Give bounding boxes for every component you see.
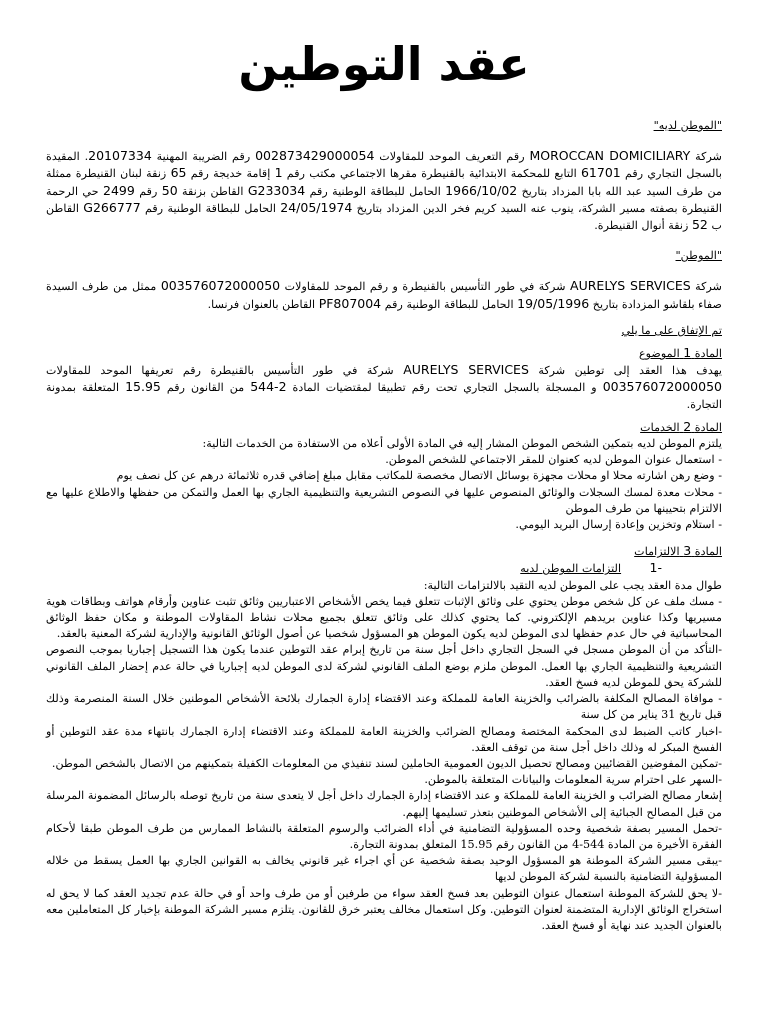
manager-birthdate: 1966/10/02 (445, 182, 518, 198)
domiciliary-company-name: MOROCCAN DOMICILIARY (529, 148, 691, 164)
deputy-id-number: G266777 (83, 199, 141, 215)
domiciled-heading: "الموطن" (675, 249, 722, 263)
article-3-intro: طوال مدة العقد يجب على الموطن لديه التقيد بالالتزامات التالية: (423, 578, 722, 592)
article-1-title: المادة 1 الموضوع (638, 345, 722, 361)
list-item: -اخبار كاتب الضبط لدى المحكمة المختصة ومصالح الضرائب والخزينة العامة للمملكة وعند الاقتضاء إدارة الجمارك بانتهاء مدة عقد التوطين أو الفسخ المبكر له وذلك داخل أجل سنة من توقف العقد. (46, 724, 722, 754)
article-2-intro: يلتزم الموطن لديه بتمكين الشخص الموطن المشار إليه في المادة الأولى أعلاه من الاستفادة من الخدمات التالية: (202, 437, 722, 451)
list-item: -التأكد من أن الموطن مسجل في السجل التجاري داخل أجل سنة من تاريخ إبرام عقد التوطين عندما يكون هذا التسجيل إجباريا بموجب النصوص التشريعية والتنظيمية الجاري بها العمل. الموطن ملزم بوضع الملف القانوني لشركة لدى الموطن لديه إجباريا في حالة عدم إحضار الملف القانوني للشركة يحق للموطن لديه فسخ العقد. (46, 643, 722, 689)
list-item: -تمكين المفوضين القضائيين ومصالح تحصيل الديون العمومية الحاملين لسند تنفيذي من المعلومات الكفيلة بتمكينهم من الاتصال بالشخص الموطن. (51, 756, 722, 770)
list-item: - محلات معدة لمسك السجلات والوثائق المنصوص عليها في النصوص التشريعية والتنظيمية الجاري بها العمل والتمكن من حفظها والاطلاع عليها مع الالتزام بتحيينها من طرف الموطن (46, 485, 722, 515)
domiciled-ice: 003576072000050 (160, 278, 281, 294)
list-item: -لا يحق للشركة الموطنة استعمال عنوان التوطين بعد فسخ العقد سواء من طرفين أو من طرف واحد أو في حالة عدم تجديد العقد كما لا يحق له استخراج الوثائق الإدارية المتضمنة لعنوان التوطين. وكل استعمال مخالف يعتبر خرق للقانون. يتلزم مسير الشركة الموطنة بإخبار كل المتعاملين معه بالعنوان الجديد عند نهاية أو فسخ العقد. (46, 886, 722, 932)
domiciliary-tp: 20107334 (88, 148, 152, 164)
domiciliary-heading: "الموطن لديه" (653, 119, 722, 132)
domiciled-paragraph: شركة AURELYS SERVICES شركة في طور التأسيس بالقنيطرة و رقم الموحد للمقاولات 003576072000050 ممثل من طرف السيدة صفاء بلقاشو المزدادة بتاريخ 19/05/1996 الحامل للبطاقة الوطنية رقم PF807004 القاطن بالعنوان فرنسا. (46, 278, 722, 311)
article-3-subheading: -1 التزامات الموطن لديه (520, 560, 662, 576)
representative-passport: PF807004 (318, 295, 382, 311)
obligations-list (46, 594, 722, 934)
deputy-birthdate: 24/05/1974 (280, 199, 353, 215)
list-item: - استلام وتخزين وإعادة إرسال البريد اليومي. (515, 518, 722, 532)
article-3-title: المادة 3 الالتزامات (634, 543, 722, 559)
list-item: - موافاة المصالح المكلفة بالضرائب والخزينة العامة للمملكة وعند الاقتضاء إدارة الجمارك بلائحة الأشخاص الموطنين خلال السنة المنصرمة وذلك قبل تاريخ 31 يناير من كل سنة (46, 692, 722, 722)
domiciled-company-name: AURELYS SERVICES (570, 278, 691, 294)
list-item: - وضع رهن اشارته محلا او محلات مجهزة بوسائل الاتصال مخصصة للمكاتب مقابل مبلغ إضافي قدره ثلاثمائة درهم عن كل نصف يوم (116, 469, 722, 483)
manager-id-number: G233034 (247, 182, 306, 198)
list-item: -يبقى مسير الشركة الموطنة هو المسؤول الوحيد بصفة شخصية عن أي اجراء غير قانوني يخالف به القوانين الجاري بها العمل يسقط من خلاله المسؤولية التضامنية بالنسبة لشركة الموطن لديها (46, 854, 722, 884)
list-item: -تحمل المسير بصفة شخصية وحده المسؤولية التضامنية في أداء الضرائب والرسوم المتعلقة بالنشاط الممارس من طرف الموطن طبقا لأحكام الفقرة الأخيرة من المادة 544-4 من القانون رقم 15.95 المتعلق بمدونة التجارة. (46, 821, 722, 851)
article-1-text: يهدف هذا العقد إلى توطين شركة AURELYS SERVICES شركة في طور التأسيس بالقنيطرة رقم تعريفها الموحد للمقاولات 003576072000050 و المسجلة بالسجل التجاري تحت رقم تطبيقا لمقتضيات المادة 2-544 من القانون رقم 15.95 المتعلقة بمدونة التجارة. (46, 362, 723, 411)
agreement-heading: تم الإتفاق على ما يلي (621, 323, 722, 337)
list-item: إشعار مصالح الضرائب و الخزينة العامة للمملكة و عند الاقتضاء إدارة الجمارك داخل أجل لا يتعدى سنة من تاريخ توصله بالرسائل المضمونة المرسلة من قبل المصالح الجبائية إلى الأشخاص الموطنين بتعذر تسليمها إليهم. (46, 789, 722, 819)
services-list (46, 452, 722, 533)
domiciliary-paragraph: شركة MOROCCAN DOMICILIARY رقم التعريف الموحد للمقاولات 002873429000054 رقم الضريبة المهنية 20107334. المقيدة بالسجل التجاري رقم 61701 التابع للمحكمة الابتدائية بالقنيطرة مقرها الاجتماعي مكتب رقم 1 إقامة خديجة رقم 65 زنقة لبنان القنيطرة ممثلة من طرف السيد عبد الله بابا المزداد بتاريخ 1966/10/02 الحامل للبطاقة الوطنية رقم G233034 القاطن بزنقة 50 رقم 2499 حي الرحمة القنيطرة بصفته مسير الشركة، ينوب عنه السيد كريم فخر الدين المزداد بتاريخ 24/05/1974 الحامل للبطاقة الوطنية رقم G266777 القاطن ب 52 زنقة أنوال القنيطرة. (46, 148, 723, 233)
domiciliary-rc: 61701 (580, 165, 621, 181)
article-2-title: المادة 2 الخدمات (640, 418, 722, 434)
list-item: - استعمال عنوان الموطن لديه كعنوان للمقر الاجتماعي للشخص الموطن. (385, 453, 722, 467)
representative-birthdate: 19/05/1996 (517, 295, 590, 311)
domiciliary-ice: 002873429000054 (255, 148, 375, 164)
list-item: -السهر على احترام سرية المعلومات والبيانات المتعلقة بالموطن. (424, 773, 722, 787)
document-title: عقد التوطين (238, 37, 530, 91)
list-item: - مسك ملف عن كل شخص موطن يحتوي على وثائق الإثبات تتعلق فيما يخص الأشخاص الاعتباريين وثائق تثبت عناوين وأرقام هواتف وبطاقات هوية مسيريها وكذا عناوين بريدهم الإلكتروني. كما يحتوي كذلك على وثائق تتعلق بجميع محلات نشاط المقاولات الموطنة و مكان حفظ الوثائق المحاسباتية في حال عدم حفظها لدى الموطن لديه يكون الموطن هو المسؤول شخصيا عن أصول الوثائق القانونية والإدارية لشركة المعنية بالعقد. (46, 594, 722, 641)
